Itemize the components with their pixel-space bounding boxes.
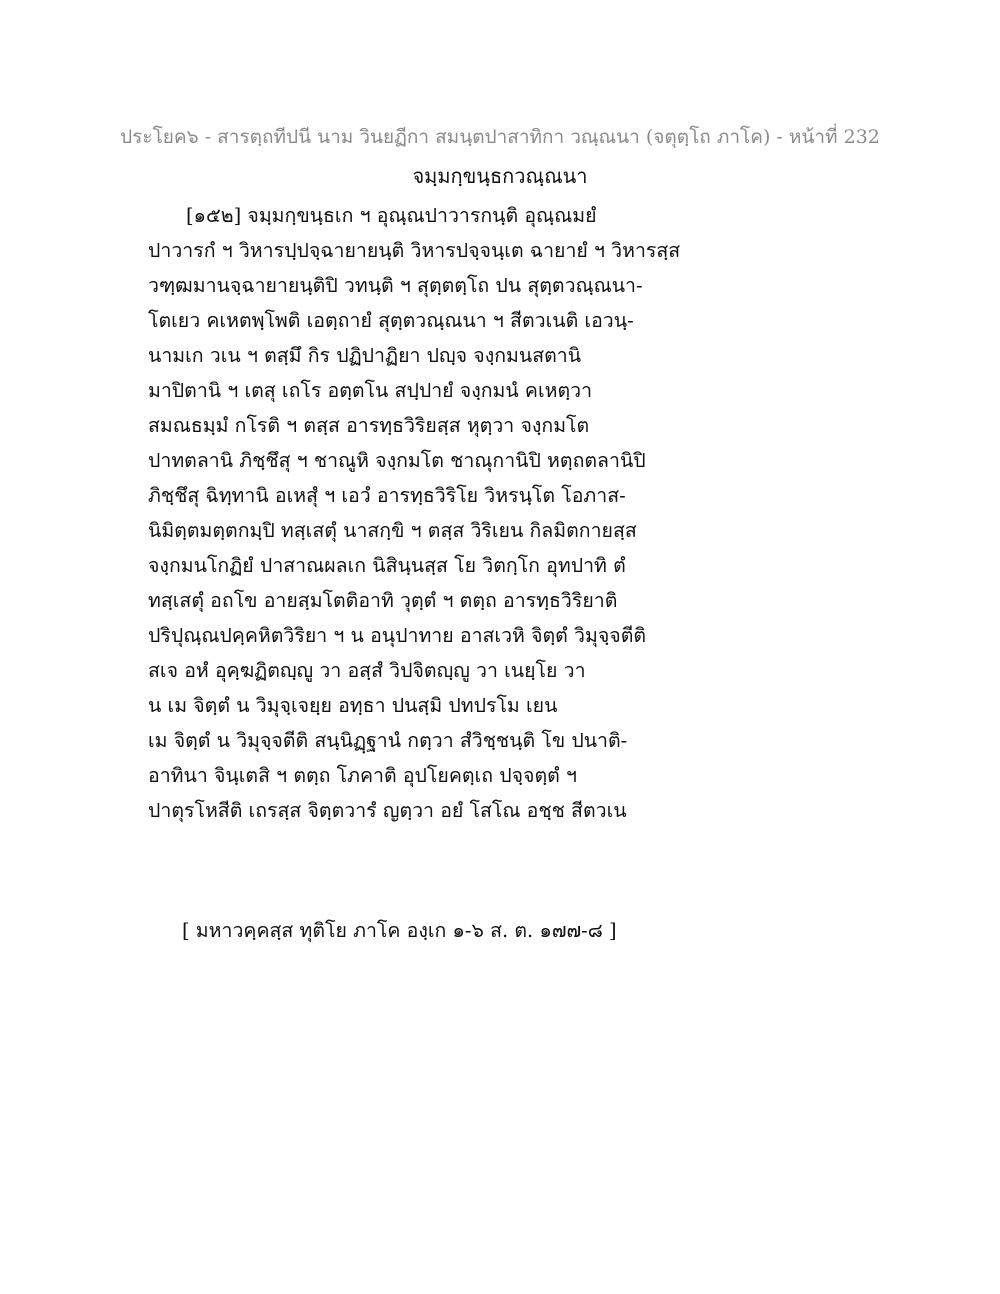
text-line: ปาตุรโหสีติ เถรสฺส จิตฺตวารํ ญตฺวา อยํ โสโณ อชฺช สีตวเน (148, 799, 627, 822)
section-title: จมฺมกฺขนฺธกวณฺณนา (412, 164, 588, 188)
text-line: จงฺกมนโกฏิยํ ปาสาณผลเก นิสินฺนสฺส โย วิตกฺโก อุทปาทิ ตํ (148, 554, 626, 577)
text-line: ปริปุณฺณปคฺคหิตวิริยา ฯ น อนุปาทาย อาสเวหิ จิตฺตํ วิมุจฺจตีติ (148, 624, 647, 647)
text-line: นามเก วเน ฯ ตสฺมึ กิร ปฏิปาฏิยา ปญฺจ จงฺกมนสตานิ (148, 344, 582, 367)
text-line: สเจ อหํ อุคฺฆฏิตญฺญู วา อสฺสํ วิปจิตญฺญู วา เนยฺโย วา (148, 659, 586, 682)
source-reference: [ มหาวคฺคสฺส ทุติโย ภาโค องฺเก ๑-๖ ส. ต. ๑๗๗-๘ ] (182, 919, 617, 942)
text-line: ทสฺเสตุํ อถโข อายสฺมโตติอาทิ วุตฺตํ ฯ ตตฺถ อารทฺธวิริยาติ (148, 589, 618, 612)
body-text (148, 204, 708, 834)
text-line: น เม จิตฺตํ น วิมุจฺเจยฺย อทฺธา ปนสฺมิ ปทปรโม เยน (148, 694, 558, 717)
text-line: นิมิตฺตมตฺตกมฺปิ ทสฺเสตุํ นาสกฺขิ ฯ ตสฺส วิริเยน กิลมิตกายสฺส (148, 519, 637, 542)
text-line: วฑฺฒมานจฺฉายายนฺติปิ วทนฺติ ฯ สุตฺตตฺโถ ปน สุตฺตวณฺณนา- (148, 274, 643, 297)
text-line: ปาทตลานิ ภิชฺชึสุ ฯ ชาณูหิ จงฺกมโต ชาณุกานิปิ หตฺถตลานิปิ (148, 449, 646, 472)
text-line: ปาวารกํ ฯ วิหารปฺปจฺฉายายนฺติ วิหารปจฺจนฺเต ฉายายํ ฯ วิหารสฺส (148, 239, 681, 262)
text-line: โตเยว คเหตพฺโพติ เอตฺถายํ สุตฺตวณฺณนา ฯ สีตวเนติ เอวนฺ- (148, 309, 634, 332)
text-line: มาปิตานิ ฯ เตสุ เถโร อตฺตโน สปฺปายํ จงฺกมนํ คเหตฺวา (148, 379, 593, 402)
text-line: ภิชฺชึสุ ฉิทฺทานิ อเหสุํ ฯ เอวํ อารทฺธวิริโย วิหรนฺโต โอภาส- (148, 484, 626, 507)
text-line: [๑๕๒] จมฺมกฺขนฺธเก ฯ อุณฺณปาวารกนฺติ อุณฺณมยํ (186, 204, 597, 227)
text-line: เม จิตฺตํ น วิมุจฺจตีติ สนฺนิฏฺฐานํ กตฺวา สํวิชฺชนฺติ โข ปนาติ- (148, 729, 628, 752)
text-line: อาทินา จินฺเตสิ ฯ ตตฺถ โภคาติ อุปโยคตฺเถ ปจฺจตฺตํ ฯ (148, 764, 577, 787)
text-line: สมณธมฺมํ กโรติ ฯ ตสฺส อารทฺธวิริยสฺส หุตฺวา จงฺกมโต (148, 414, 590, 437)
running-header: ประโยค๖ - สารตฺถทีปนี นาม วินยฏีกา สมนฺตปาสาทิกา วณฺณนา (จตุตฺโถ ภาโค) - หน้าที่ 232 (120, 126, 880, 148)
